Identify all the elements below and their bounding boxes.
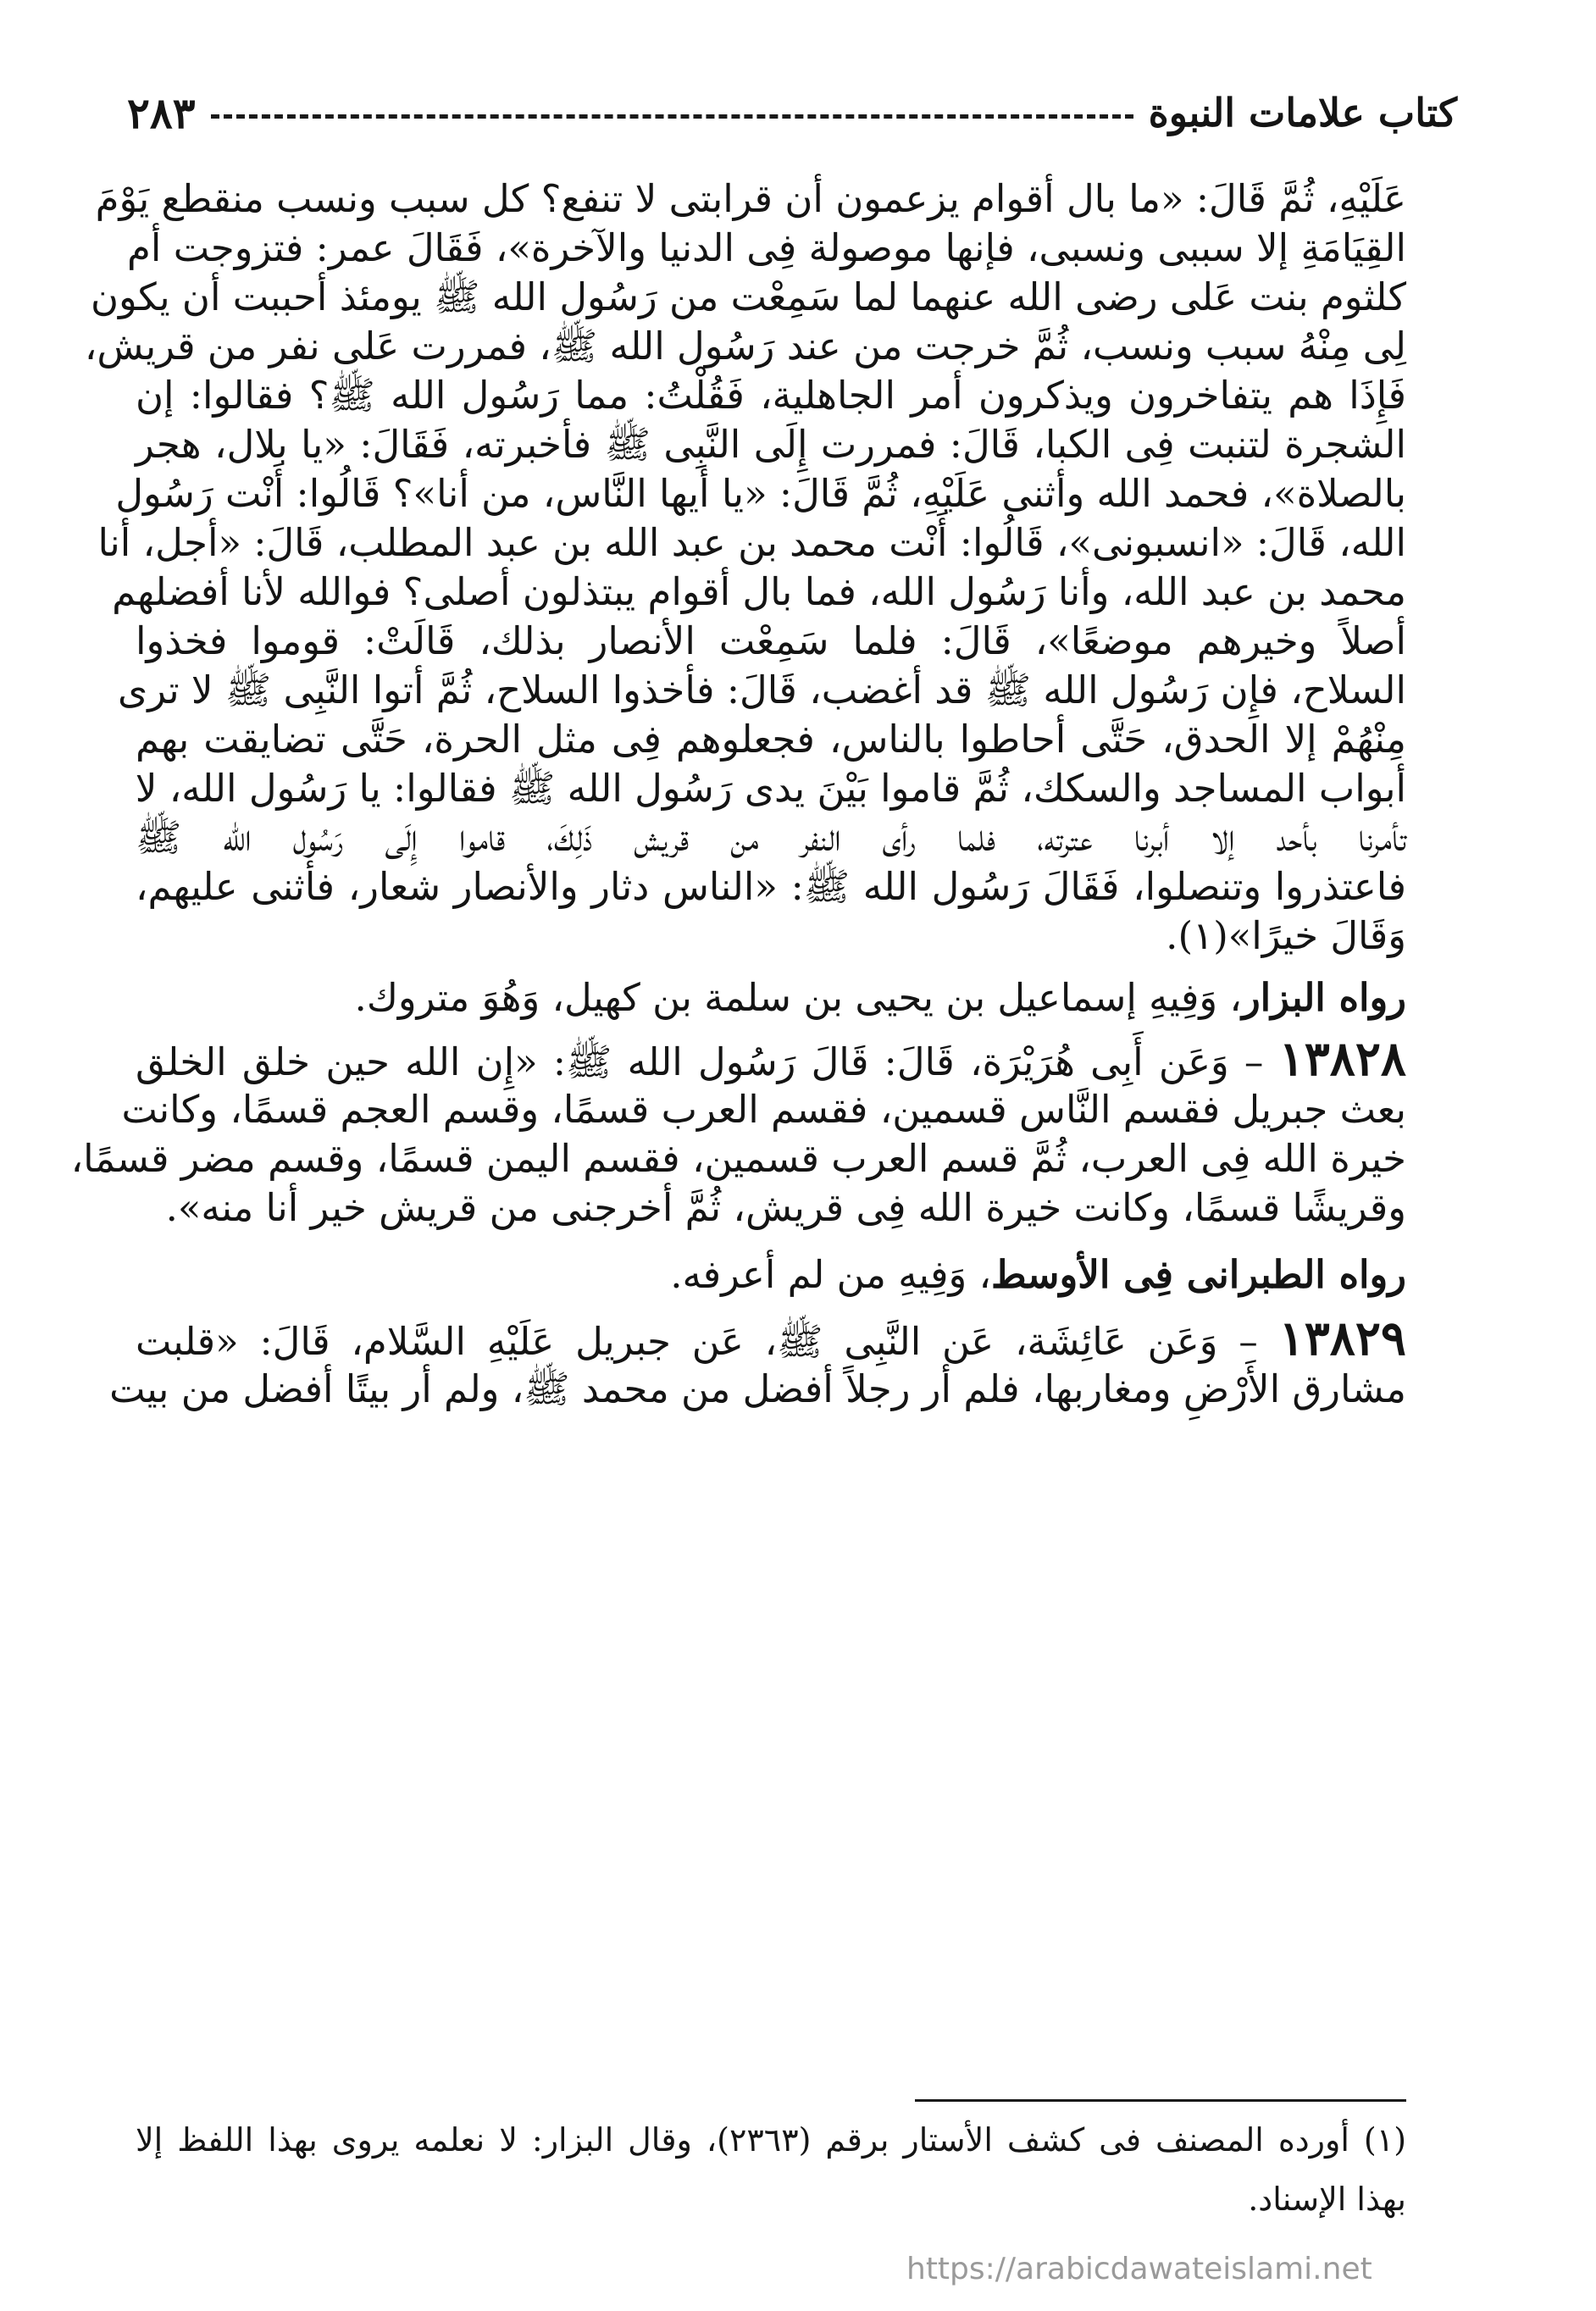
hadith-first-line <box>136 1031 1406 1088</box>
watermark-url: https://arabicdawateislami.net <box>906 2252 1372 2286</box>
text-line: أبواب المساجد والسكك، ثُمَّ قاموا بَيْنَ يدى رَسُول الله ﷺ فقالوا: يا رَسُول الله، لا <box>135 766 1406 811</box>
text-line: الله، قَالَ: «انسبونى»، قَالُوا: أَنْت محمد بن عبد الله بن عبد المطلب، قَالَ: «أجل، أنا <box>97 520 1406 565</box>
text-line: محمد بن عبد الله، وأنا رَسُول الله، فما بال أقوام يبتذلون أصلى؟ فوالله لأنا أفضلهم <box>112 569 1406 614</box>
source-remark: ، وَفِيهِ إسماعيل بن يحيى بن سلمة بن كهيل، وَهُوَ متروك. <box>354 975 1242 1020</box>
text-line: مشارق الأَرْضِ ومغاربها، فلم أر رجلاً أفضل من محمد ﷺ، ولم أر بيتًا أفضل من بيت <box>109 1366 1406 1411</box>
text-line: فاعتذروا وتنصلوا، فَقَالَ رَسُول الله ﷺ: «الناس دثار والأنصار شعار، فأثنى عليهم، <box>136 864 1406 909</box>
text-line: الشجرة لتنبت فِى الكبا، قَالَ: فمررت إِلَى النَّبِى ﷺ فأخبرته، فَقَالَ: «يا بلال، هجر <box>136 422 1406 467</box>
text-line: مِنْهُمْ إلا الحدق، حَتَّى أحاطوا بالناس، فجعلوهم فِى مثل الحرة، حَتَّى تضايقت بهم <box>136 717 1406 762</box>
hadith-text: – وَعَن عَائِشَة، عَن النَّبِى ﷺ، عَن جبريل عَلَيْهِ السَّلام، قَالَ: «قلبت <box>136 1319 1279 1364</box>
text-line: بعث جبريل فقسم النَّاس قسمين، فقسم العرب قسمًا، وقسم العجم قسمًا، وكانت <box>121 1087 1406 1132</box>
text-line: السلاح، فإِن رَسُول الله ﷺ قد أغضب، قَالَ: فأخذوا السلاح، ثُمَّ أتوا النَّبِى ﷺ لا ترى <box>118 668 1406 712</box>
header-dashed-rule <box>211 114 1133 119</box>
text-line: تأمرنا بأحد إلا أبرنا عترته، فلما رأى النفر من قريش ذَلِكَ، قاموا إِلَى رَسُول الله ﷺ <box>136 815 1406 860</box>
book-title: كتاب علامات النبوة <box>1148 90 1457 136</box>
footnote-divider <box>915 2099 1406 2102</box>
text-line: وَقَالَ خيرًا»(١). <box>1166 913 1406 958</box>
text-line: خيرة الله فِى العرب، ثُمَّ قسم العرب قسمين، فقسم اليمن قسمًا، وقسم مضر قسمًا، <box>70 1136 1406 1181</box>
hadith-number: ١٣٨٢٨ <box>1278 1031 1406 1087</box>
footnote-line: بهذا الإسناد. <box>1248 2181 1406 2218</box>
source-name: رواه البزار <box>1241 975 1406 1020</box>
source-remark: ، وَفِيهِ من لم أعرفه. <box>670 1252 992 1297</box>
text-line: أصلاً وخيرهم موضعًا»، قَالَ: فلما سَمِعْت الأنصار بذلك، قَالَتْ: قوموا فخذوا <box>136 618 1406 663</box>
text-line: فَإِذَا هم يتفاخرون ويذكرون أمر الجاهلية، فَقُلْتُ: مما رَسُول الله ﷺ؟ فقالوا: إن <box>136 373 1406 418</box>
text-line: بالصلاة»، فحمد الله وأثنى عَلَيْهِ، ثُمَّ قَالَ: «يا أيها النَّاس، من أنا»؟ قَالُوا: أَنْت رَسُول <box>115 471 1406 516</box>
text-line: وقريشًا قسمًا، وكانت خيرة الله فِى قريش، ثُمَّ أخرجنى من قريش خير أنا منه». <box>165 1185 1406 1230</box>
source-note <box>136 1250 1406 1300</box>
text-line: لِى مِنْهُ سبب ونسب، ثُمَّ خرجت من عند رَسُول الله ﷺ، فمررت عَلى نفر من قريش، <box>84 324 1406 369</box>
hadith-number: ١٣٨٢٩ <box>1278 1311 1406 1366</box>
text-line: كلثوم بنت عَلى رضى الله عنهما لما سَمِعْت من رَسُول الله ﷺ يومئذ أحببت أن يكون <box>90 274 1406 319</box>
hadith-first-line <box>136 1313 1406 1367</box>
text-line: القِيَامَةِ إلا سببى ونسبى، فإنها موصولة فِى الدنيا والآخرة»، فَقَالَ عمر: فتزوجت أم <box>127 225 1406 270</box>
hadith-text: – وَعَن أَبِى هُرَيْرَة، قَالَ: قَالَ رَسُول الله ﷺ: «إِن الله حين خلق الخلق <box>136 1039 1279 1084</box>
source-name: رواه الطبرانى فِى الأوسط <box>991 1252 1406 1297</box>
source-note <box>136 973 1406 1023</box>
footnote-line: (١) أورده المصنف فى كشف الأستار برقم (٢٣٦٣)، وقال البزار: لا نعلمه يروى بهذا اللفظ إلا <box>136 2121 1407 2159</box>
page-number: ٢٨٣ <box>127 87 196 138</box>
running-header <box>127 83 1457 142</box>
text-line: عَلَيْهِ، ثُمَّ قَالَ: «ما بال أقوام يزعمون أن قرابتى لا تنفع؟ كل سبب ونسب منقطع يَوْمَ <box>95 176 1406 221</box>
